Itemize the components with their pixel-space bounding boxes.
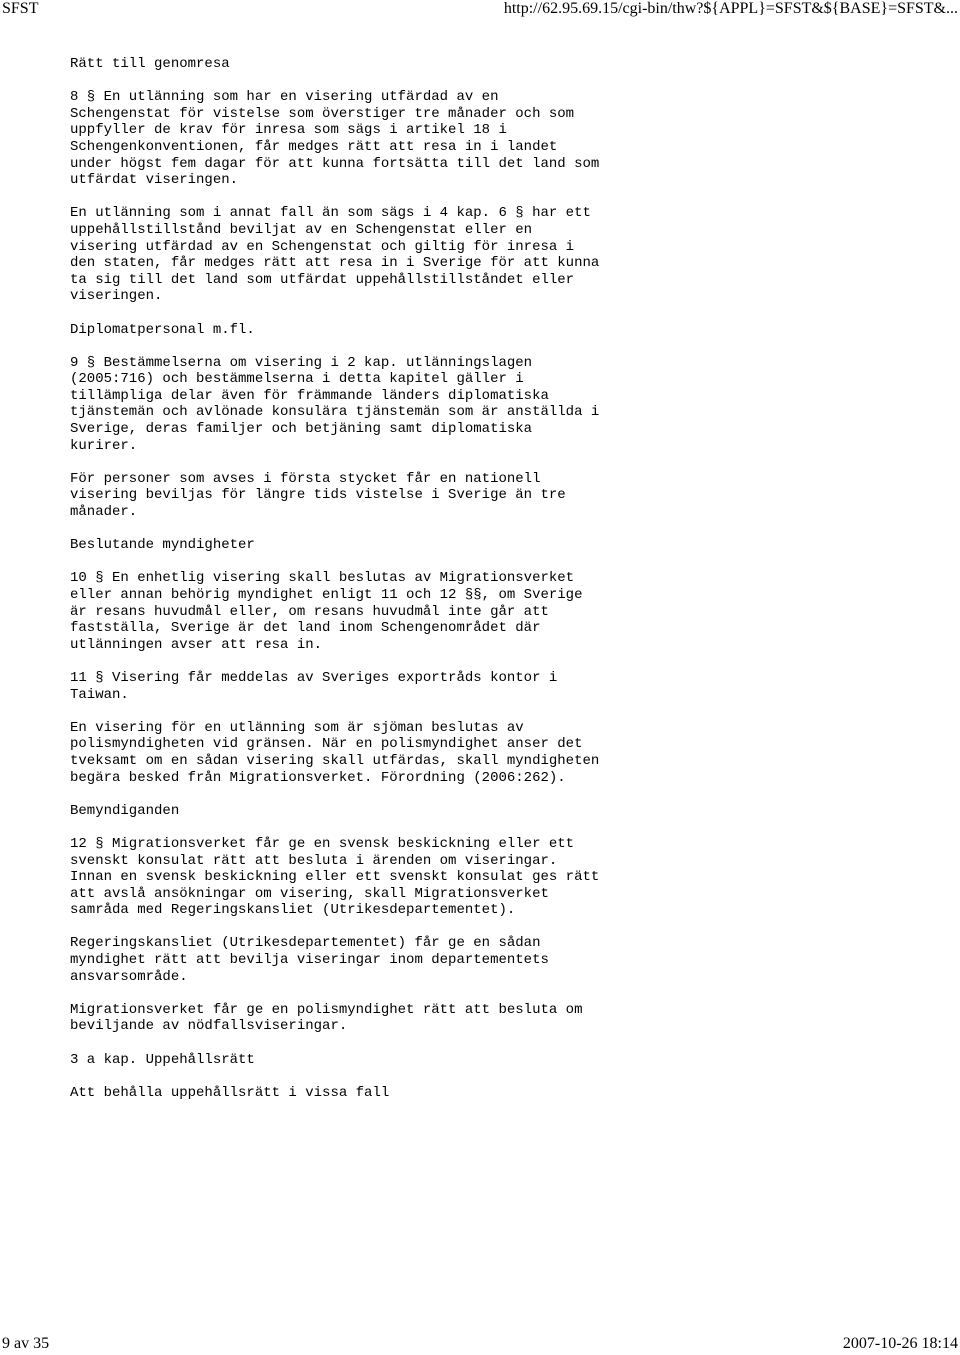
section-heading: Bemyndiganden — [70, 802, 180, 819]
paragraph: 8 § En utlänning som har en visering utfärdad av en Schengenstat för vistelse som överstiger tre månader och som uppfyller de krav för inresa som sägs i artikel 18 i Schengenkonventionen, får medges rätt att resa in i landet under högst fem dagar för att kunna fortsätta till det land som utfärdat viseringen. — [70, 89, 600, 189]
chapter-heading: 3 a kap. Uppehållsrätt — [70, 1051, 255, 1068]
section-heading: Diplomatpersonal m.fl. — [70, 321, 255, 338]
paragraph: 10 § En enhetlig visering skall beslutas av Migrationsverket eller annan behörig myndighet enligt 11 och 12 §§, om Sverige är resans huvudmål eller, om resans huvudmål inte går att fastställa, Sverige är det land inom Schengenområdet där utlänningen avser att resa in. — [70, 570, 583, 653]
page-header — [0, 0, 960, 20]
paragraph: Regeringskansliet (Utrikesdepartementet) får ge en sådan myndighet rätt att bevilja viseringar inom departementets ansvarsområde. — [70, 935, 549, 985]
paragraph: En visering för en utlänning som är sjöman beslutas av polismyndigheten vid gränsen. När en polismyndighet anser det tveksamt om en sådan visering skall utfärdas, skall myndigheten begära besked från Migrationsverket. Förordning (2006:262). — [70, 719, 600, 786]
paragraph: 11 § Visering får meddelas av Sveriges exportråds kontor i Taiwan. — [70, 669, 558, 703]
paragraph: En utlänning som i annat fall än som sägs i 4 kap. 6 § har ett uppehållstillstånd beviljat av en Schengenstat eller en visering utfärdad av en Schengenstat och giltig för inresa i den staten, får medges rätt att resa in i Sverige för att kunna ta sig till det land som utfärdat uppehållstillståndet eller viseringen. — [70, 205, 600, 305]
header-url: http://62.95.69.15/cgi-bin/thw?${APPL}=SFST&${BASE}=SFST&... — [503, 0, 958, 17]
paragraph: Migrationsverket får ge en polismyndighet rätt att besluta om beviljande av nödfallsviseringar. — [70, 1001, 583, 1035]
header-title: SFST — [2, 0, 39, 17]
print-timestamp: 2007-10-26 18:14 — [842, 1335, 958, 1352]
section-heading: Rätt till genomresa — [70, 56, 230, 72]
page-footer — [0, 1335, 960, 1355]
section-heading: Beslutande myndigheter — [70, 537, 255, 554]
document-body — [70, 56, 950, 1118]
page-number: 9 av 35 — [2, 1335, 50, 1352]
paragraph: 12 § Migrationsverket får ge en svensk beskickning eller ett svenskt konsulat rätt att besluta i ärenden om viseringar. Innan en svensk beskickning eller ett svenskt konsulat ges rätt att avslå ansökningar om visering, skall Migrationsverket samråda med Regeringskansliet (Utrikesdepartementet). — [70, 835, 600, 919]
paragraph: 9 § Bestämmelserna om visering i 2 kap. utlänningslagen (2005:716) och bestämmelserna i detta kapitel gäller i tillämpliga delar även för främmande länders diplomatiska tjänstemän och avlönade konsulära tjänstemän som är anställda i Sverige, deras familjer och betjäning samt diplomatiska kurirer. — [70, 354, 600, 454]
paragraph: För personer som avses i första stycket får en nationell visering beviljas för längre tids vistelse i Sverige än tre månader. — [70, 470, 566, 521]
section-heading: Att behålla uppehållsrätt i vissa fall — [70, 1084, 390, 1101]
